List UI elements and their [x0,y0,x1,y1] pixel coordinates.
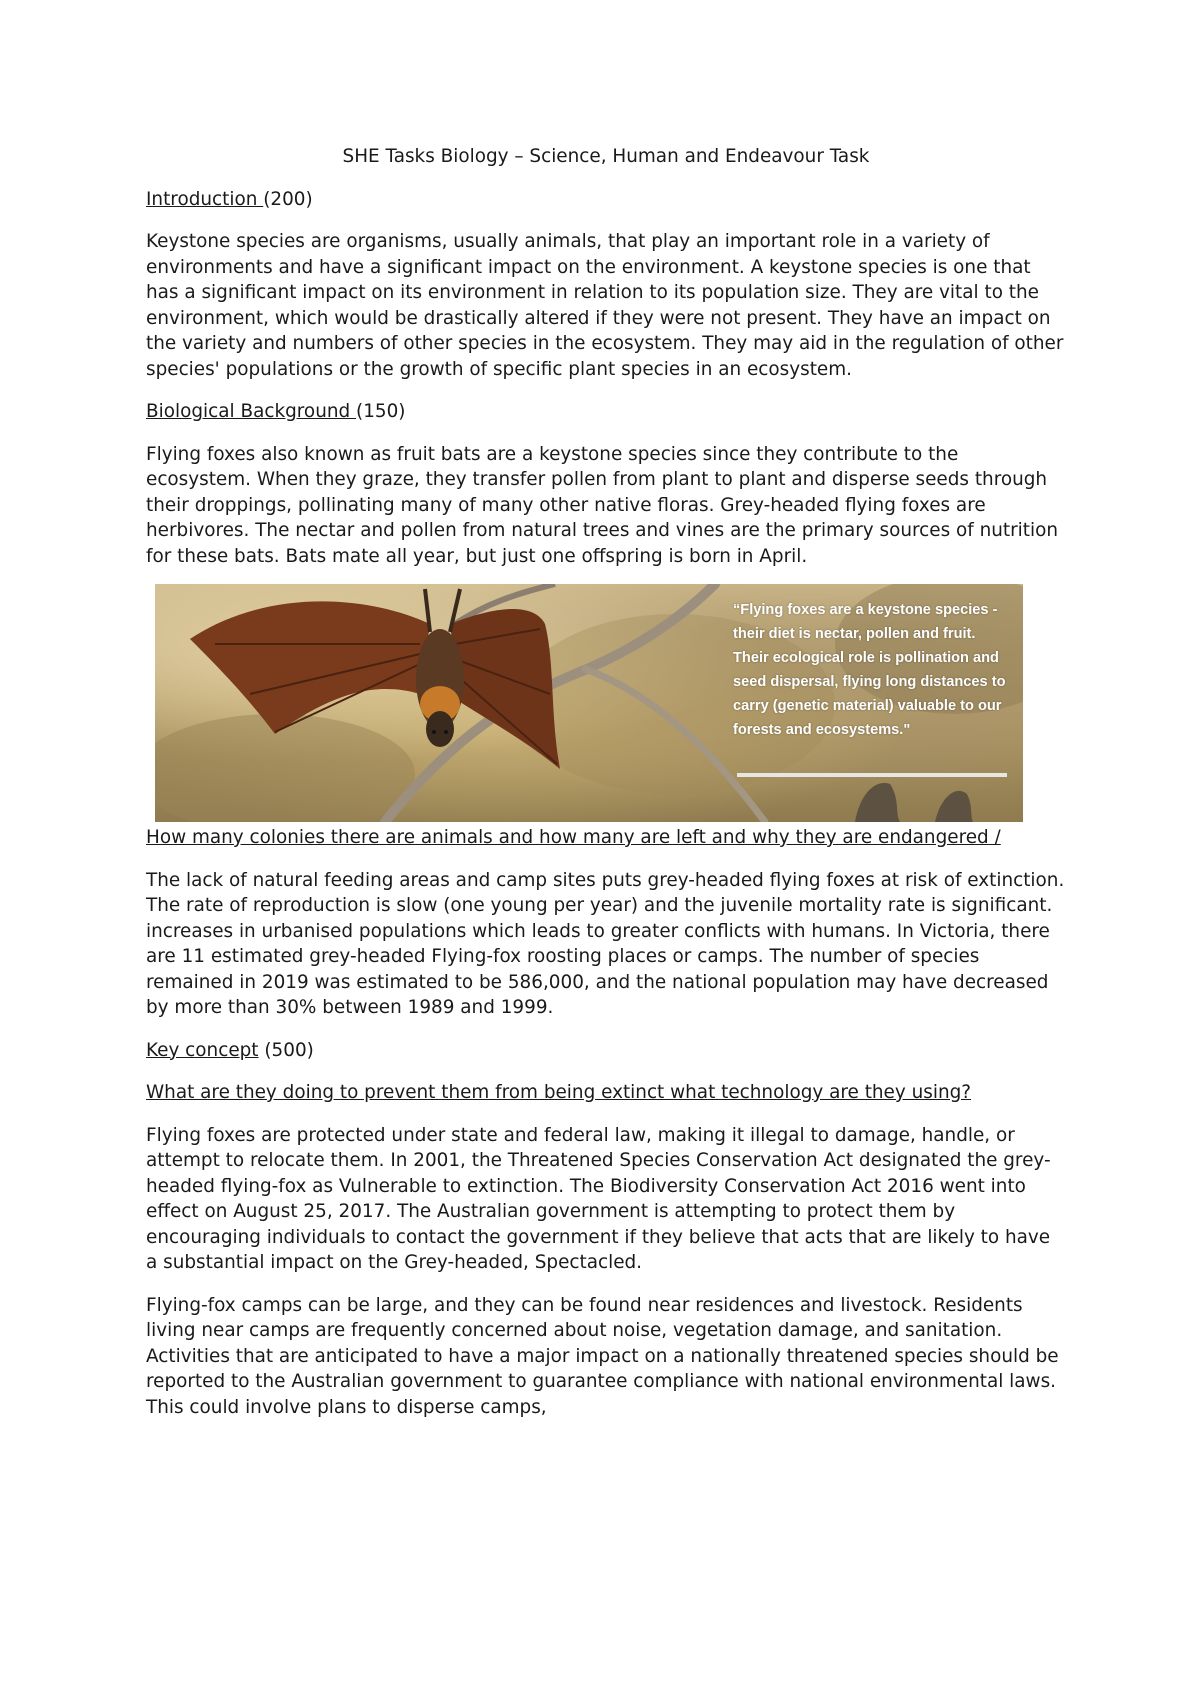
introduction-word-count: (200) [263,188,313,210]
colonies-heading [146,825,1066,851]
background-paragraph: Flying foxes also known as fruit bats are a keystone species since they contribute to the ecosystem. When they graze, they transfer pollen from plant to plant and disperse seeds through their droppings, pollinating many of many other native floras. Grey-headed flying foxes are herbivores. The nectar and pollen from natural trees and vines are the primary sources of nutrition for these bats. Bats mate all year, but just one offspring is born in April. [146,443,1059,567]
introduction-heading-text: Introduction [146,188,264,210]
flying-fox-image [155,584,1023,822]
background-word-count: (150) [356,401,406,422]
key-concept-paragraph-2: Flying-fox camps can be large, and they can be found near residences and livestock. Residents living near camps are frequently concerned about noise, vegetation damage, and sanitation. Activities that are anticipated to have a major impact on a nationally threatened species should be reported to the Australian government to guarantee compliance with national environmental laws. This could involve plans to disperse camps, [146,1294,1059,1418]
introduction-paragraph: Keystone species are organisms, usually animals, that play an important role in a variety of environments and have a significant impact on the environment. A keystone species is one that has a significant impact on its environment in relation to its population size. They are vital to the environment, which would be drastically altered if they were not present. They have an impact on the variety and numbers of other species in the ecosystem. They may aid in the regulation of other species' populations or the growth of specific plant species in an ecosystem. [146,231,1064,380]
key-concept-subheading [146,1080,1066,1106]
colonies-heading-text: How many colonies there are animals and how many are left and why they are endangered / [146,827,1001,848]
quote-divider [737,773,1007,777]
background-heading [146,399,1066,425]
introduction-heading [146,187,1066,213]
key-concept-word-count: (500) [258,1039,314,1061]
colonies-paragraph: The lack of natural feeding areas and camp sites puts grey-headed flying foxes at risk of extinction. The rate of reproduction is slow (one young per year) and the juvenile mortality rate is significant. increases in urbanised populations which leads to greater conflicts with humans. In Victoria, there are 11 estimated grey-headed Flying-fox roosting places or camps. The number of species remained in 2019 was estimated to be 586,000, and the national population may have decreased by more than 30% between 1989 and 1999. [146,869,1065,1018]
figure-quote: “Flying foxes are a keystone species - their diet is nectar, pollen and fruit. Their ecological role is pollination and seed dispersal, flying long distances to carry (genetic material) valuable to our forests and ecosystems." [733,602,1006,738]
background-heading-text: Biological Background [146,401,357,422]
key-concept-subheading-text: What are they doing to prevent them from being extinct what technology are they using? [146,1082,972,1103]
document-title: SHE Tasks Biology – Science, Human and Endeavour Task [342,146,870,167]
key-concept-paragraph-1: Flying foxes are protected under state and federal law, making it illegal to damage, handle, or attempt to relocate them. In 2001, the Threatened Species Conservation Act designated the grey-headed flying-fox as Vulnerable to extinction. The Biodiversity Conservation Act 2016 went into effect on August 25, 2017. The Australian government is attempting to protect them by encouraging individuals to contact the government if they believe that acts that are likely to have a substantial impact on the Grey-headed, Spectacled. [146,1124,1051,1273]
key-concept-heading [146,1038,1066,1064]
key-concept-heading-text: Key concept [146,1039,259,1061]
